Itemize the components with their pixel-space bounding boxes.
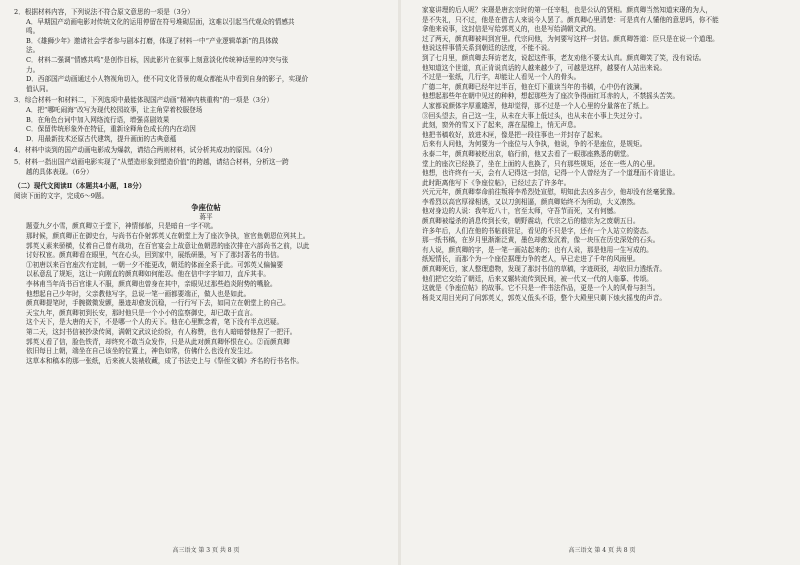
story-line: 这就是《争座位帖》的故事。它不只是一件书法作品，更是一个人的风骨与担当。 xyxy=(422,284,660,293)
section-heading: （二）现代文阅读Ⅱ（本题共4小题，18分） xyxy=(14,182,146,191)
story-line: 是不失礼，只不过，他是在借古人来说今人罢了。颜真卿心里清楚：可是真有人懂他的意思吗，你不能 xyxy=(422,15,719,24)
story-line: 人家都说颜体字厚重雄浑，他却觉得，那不过是一个人心里的分量落在了纸上。 xyxy=(422,101,653,110)
right-story-body xyxy=(410,6,794,303)
story-line: 那一纸书稿，在岁月里渐渐泛黄，墨色却愈发沉着，像一块压在历史深处的石头。 xyxy=(422,236,660,245)
story-line: 到了七月里，颜真卿去拜访老友，说起这件事，老友劝他不要太认真。颜真卿笑了笑，没有说话。 xyxy=(422,53,706,62)
story-line: 郭英乂看了信，脸色铁青，却终究不敢当众发作，只是从此对颜真卿怀恨在心。②而颜真卿 xyxy=(26,337,290,346)
story-line: 第二天，这封书信被抄录传阅，满朝文武议论纷纷，有人称赞，也有人暗暗替他捏了一把汗。 xyxy=(26,328,297,336)
story-line: ③回头望去，自己这一生，从未在大事上低过头，也从未在小事上失过分寸。 xyxy=(422,111,647,120)
story-line: 他想起那些年在朝中见过的种种，想起那些为了座次争得面红耳赤的人，不禁摇头苦笑。 xyxy=(422,92,680,101)
section-intro: 阅读下面的文字，完成6～9题。 xyxy=(14,191,109,200)
story-line: ①初唐以来百官座次有定制，一朝一夕不能更改，朝廷的体面全系于此。可郭英乂偏偏要 xyxy=(26,260,284,269)
question-2 xyxy=(14,8,398,94)
story-line: 题壹九夕小雪，颜真卿立于堂下，神情郁郁，只是暗自一字不吭。 xyxy=(26,222,218,231)
story-line: 这个天下，是大唐的天下，不是哪一个人的天下。他在心里默念着，笔下没有半点迟疑。 xyxy=(26,318,284,327)
story-line: 后来有人问他，为何要为一个座位与人争执，他说，争的不是座位，是规矩。 xyxy=(422,140,647,149)
question-line: 法。 xyxy=(26,46,40,55)
question-line: 力。 xyxy=(26,65,40,74)
story-line: 他想，也许终有一天，会有人记得这一封信，记得一个人曾经为了一个道理而不肯退让。 xyxy=(422,169,680,178)
story-line: 那时候，颜真卿正在御史台，与尚书右仆射郭英乂在朝堂上为了座次争执，宦官鱼朝恩位列其上。 xyxy=(26,232,310,241)
story-line: 纸短情长，而那个为一个座位据理力争的老人，早已走进了千年的风雨里。 xyxy=(422,255,640,264)
page-fold xyxy=(398,0,401,565)
story-line: 拿他来说事，这封信是写给郭英乂的，也是写给满朝文武的。 xyxy=(422,25,601,34)
story-line: 李林甫当年尚书百官谁人不服，颜真卿也曾身在其中，亲眼见过那些趋炎附势的嘴脸。 xyxy=(26,280,277,289)
story-line: 颜真卿死后，家人整理遗物，发现了那封书信的草稿，字迹斑驳，却依旧力透纸背。 xyxy=(422,265,666,274)
story-line: 永泰二年，颜真卿被贬出京，临行前，他又去看了一眼那座熟悉的朝堂。 xyxy=(422,149,633,158)
story-line: 许多年后，人们在他的书帖前驻足，看见的不只是字，还有一个人站立的姿态。 xyxy=(422,226,653,235)
question-line: A．早期国产动画电影对传统文化的运用停留在符号堆砌层面，这难以引起当代观众的情感共 xyxy=(26,17,295,26)
story-line: 广德二年，颜真卿已经年过半百，他在灯下重读当年的书稿，心中仍有波澜。 xyxy=(422,82,647,91)
left-story-body xyxy=(14,222,398,366)
question-line: 2．根据材料内容，下列说法不符合原文意思的一项是（3分） xyxy=(14,8,194,16)
question-line: C．保留传统形象外在特征，重新诠释角色成长的内在动因 xyxy=(26,125,196,134)
story-line: 不过是一张纸，几行字，却能让人看见一个人的骨头。 xyxy=(422,73,581,82)
story-line: 他对身边的人说：我年近八十，官至太师，守吾节而死，又有何憾。 xyxy=(422,207,620,216)
right-page-footer: 高三语文 第 4 页 共 8 页 xyxy=(568,547,636,554)
question-line: C．材料二强调“情感共鸣”是创作目标，因此影片在叙事上刻意淡化传统神话里的冲突与张 xyxy=(26,55,289,64)
story-line: 堂上的座次已经换了，坐在上面的人也换了，只有那些规矩，还在一些人的心里。 xyxy=(422,159,660,168)
question-line: D．用最新技术还原古代建筑，提升画面的古典意蕴 xyxy=(26,134,177,143)
story-line: 李希烈以高官厚禄相诱，又以刀剑相逼，颜真卿始终不为所动，大义凛然。 xyxy=(422,197,640,206)
right-page xyxy=(410,6,794,554)
question-line: 3．综合材料一和材料二，下列选项中最能体现国产动画“精神内核重构”的一项是（3分） xyxy=(14,96,274,105)
story-line: 他把书稿收好，放进木匣，像是把一段往事也一并封存了起来。 xyxy=(422,130,607,139)
story-line: 他们把它交给了朝廷，后来又辗转流传到民间，被一代又一代的人临摹、传颂。 xyxy=(422,274,653,283)
story-line: 天宝九年，颜真卿初到长安，那时他只是一个小小的监察御史，却已敢于直言。 xyxy=(26,308,257,317)
question-line: B．《雄狮少年》邀请社会学者参与剧本打磨，体现了材料一中“产业逻辑革新”的具体做 xyxy=(26,36,279,45)
question-5 xyxy=(14,158,398,177)
question-line: 鸣。 xyxy=(26,27,40,36)
story-line: 这草本和稿本的那一张纸，后来被人装裱收藏，成了书法史上与《祭侄文稿》齐名的行书名作。 xyxy=(26,356,303,365)
story-line: 颜真卿被缢杀的消息传到长安，朝野震动，代宗之后的德宗为之废朝五日。 xyxy=(422,217,640,226)
story-line: 兴元元年，颜真卿奉命前往叛将李希烈处宣慰，明知此去凶多吉少，他却没有丝毫犹豫。 xyxy=(422,188,680,197)
question-line: 值认同。 xyxy=(26,84,53,93)
story-line: 此刻，窗外的雪又下了起来，落在屋檐上，悄无声息。 xyxy=(422,121,581,130)
question-line: 越的具体表现。（6分） xyxy=(26,167,93,176)
left-page xyxy=(14,6,398,554)
question-3 xyxy=(14,96,398,144)
story-line: 过了两天，颜真卿被叫到宫里。代宗问他，为何要写这样一封信。颜真卿答道：臣只是在说一个道理。 xyxy=(422,34,719,43)
question-line: B．在角色台词中加入网络流行语，增强喜剧效果 xyxy=(26,115,170,124)
question-4: 4．材料中谈到的国产动画电影成为爆款，请结合两则材料，试分析其成功的原因。（4分） xyxy=(14,146,277,155)
story-line: 依旧每日上朝，端坐在自己该坐的位置上，神色如常，仿佛什么也没有发生过。 xyxy=(26,347,257,356)
story-line: 杨炎又用目光问了问郭英乂，郭英乂低头不语，整个大殿里只剩下烛火摇曳的声音。 xyxy=(422,293,666,302)
question-line: A．把“哪吒闹海”改写为现代校园故事，让主角穿着校服登场 xyxy=(26,105,203,114)
left-page-footer: 高三语文 第 3 页 共 8 页 xyxy=(172,547,240,554)
story-line: 家宴讲理的后人呢？宋璟是唐玄宗时的第一任宰相，也是公认的贤相。颜真卿当然知道宋璟的为人， xyxy=(422,6,713,14)
story-line: 郭英乂素来骄横，仗着自己曾有战功，在百官宴会上故意让鱼朝恩的座次排在六部尚书之前，以此 xyxy=(26,241,310,250)
story-author: 蒋平 xyxy=(199,212,213,221)
story-line: 讨好权宦。颜真卿看在眼里，气在心头，回到家中，展纸研墨，写下了那封著名的书信。 xyxy=(26,251,284,260)
story-line: 他说这样事情关系到朝廷的法度，不能不说。 xyxy=(422,44,554,53)
question-line: D．西部国产动画通过小人物视角切入，使不同文化背景的观众都能从中看到自身的影子，实现价 xyxy=(26,75,309,84)
question-line: 5．材料一指出国产动画电影实现了“从塑造形象到塑造价值”的跨越，请结合材料，分析这一跨 xyxy=(14,157,289,166)
story-line: 他想起自己少年时，父亲教他写字，总说一笔一画都要端正，做人也是如此。 xyxy=(26,289,251,298)
story-line: 此时距离他写下《争座位帖》，已经过去了许多年。 xyxy=(422,178,571,187)
story-line: 颜真卿提笔时，手腕微微发颤，墨迹却愈发沉稳，一行行写下去，如同立在朝堂上的自己。 xyxy=(26,299,290,308)
story-line: 有人说，颜真卿的字，是一笔一画站起来的；也有人说，那是他用一生写成的。 xyxy=(422,245,653,254)
story-line: 他知道这个世道，真正肯说真话的人越来越少了，可越是这样，越要有人站出来说。 xyxy=(422,63,666,72)
story-line: 以私意乱了规矩，这让一向刚直的颜真卿如何能忍。他在信中字字如刀，直斥其非。 xyxy=(26,270,270,279)
story-title: 争座位帖 xyxy=(191,203,221,213)
